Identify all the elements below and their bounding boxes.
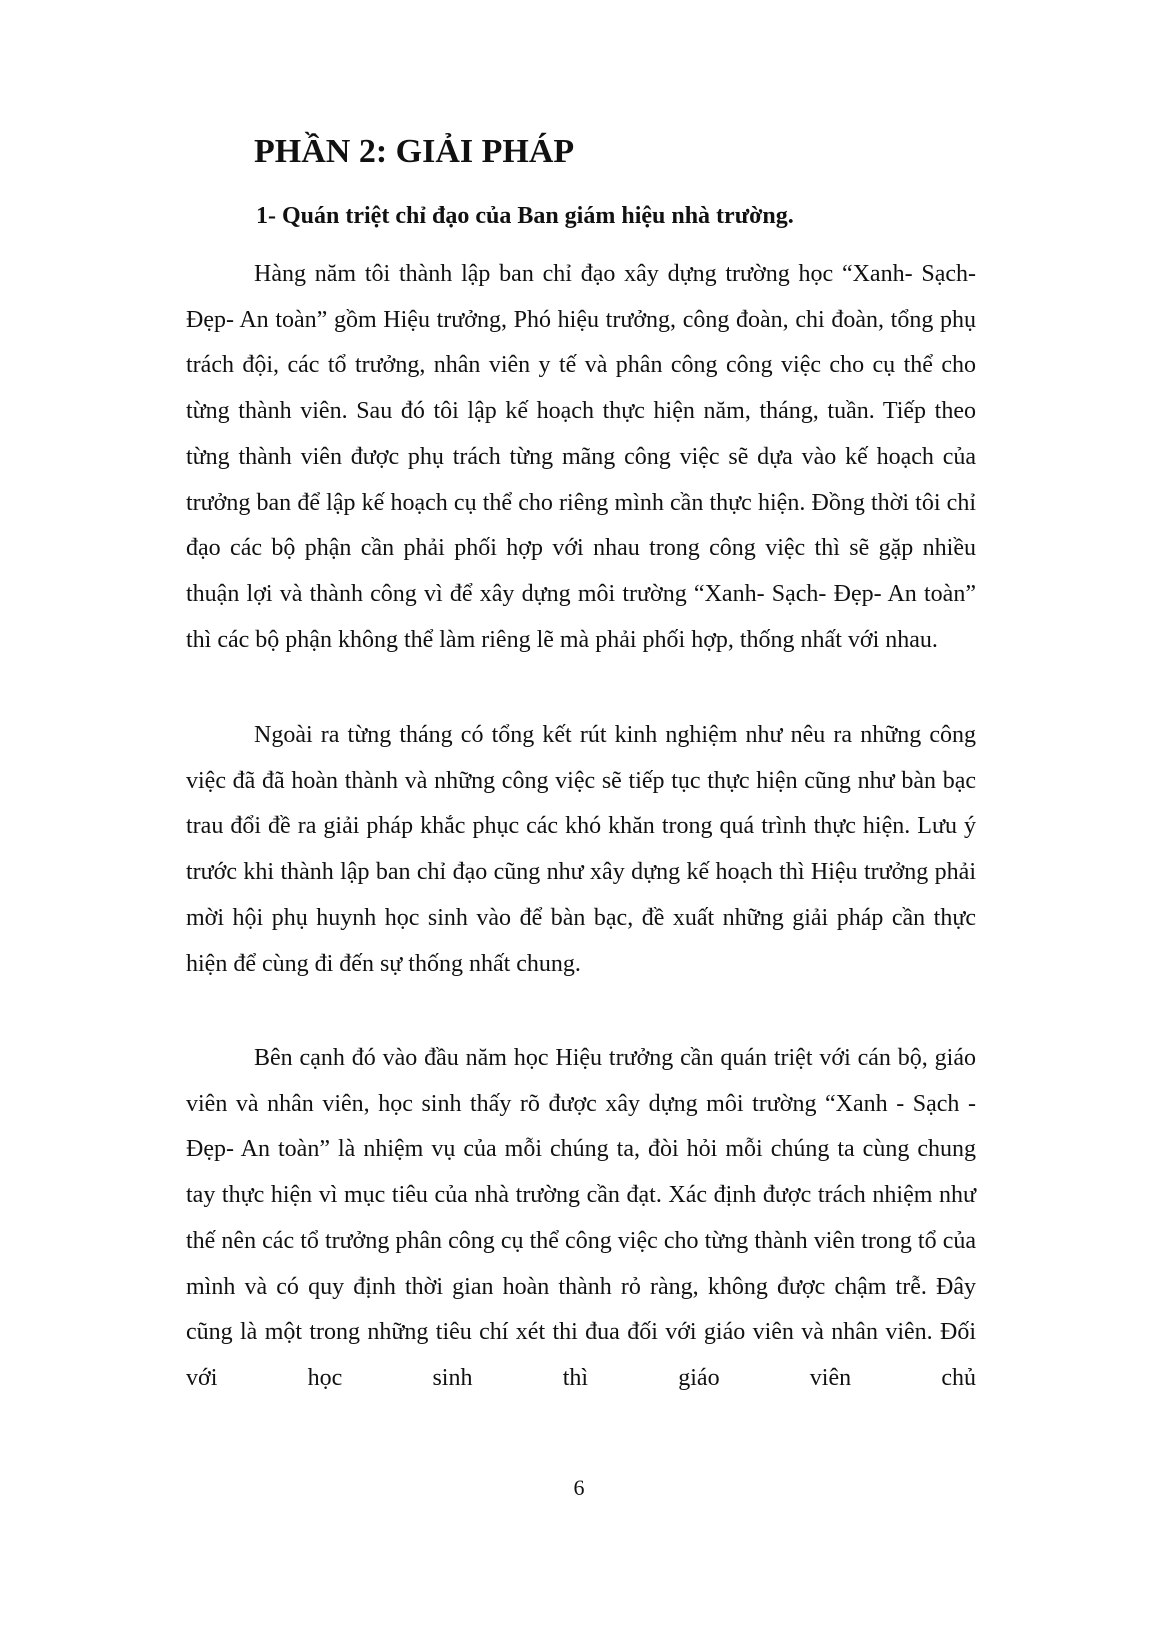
section-heading: 1- Quán triệt chỉ đạo của Ban giám hiệu nhà trường. bbox=[256, 203, 794, 229]
body-paragraph-1: Hàng năm tôi thành lập ban chỉ đạo xây dựng trường học “Xanh- Sạch- Đẹp- An toàn” gồm Hiệu trưởng, Phó hiệu trưởng, công đoàn, chi đoàn, tổng phụ trách đội, các tổ trưởng, nhân viên y tế và phân công công việc cho cụ thể cho từng thành viên. Sau đó tôi lập kế hoạch thực hiện năm, tháng, tuần. Tiếp theo từng thành viên được phụ trách từng mãng công việc sẽ dựa vào kế hoạch của trưởng ban để lập kế hoạch cụ thể cho riêng mình cần thực hiện. Đồng thời tôi chỉ đạo các bộ phận cần phải phối hợp với nhau trong công việc thì sẽ gặp nhiều thuận lợi và thành công vì để xây dựng môi trường “Xanh- Sạch- Đẹp- An toàn” thì các bộ phận không thể làm riêng lẽ mà phải phối hợp, thống nhất với nhau. bbox=[186, 261, 976, 653]
page-title: PHẦN 2: GIẢI PHÁP bbox=[254, 133, 575, 170]
body-paragraph-2: Ngoài ra từng tháng có tổng kết rút kinh nghiệm như nêu ra những công việc đã đã hoàn thành và những công việc sẽ tiếp tục thực hiện cũng như bàn bạc trau đổi đề ra giải pháp khắc phục các khó khăn trong quá trình thực hiện. Lưu ý trước khi thành lập ban chỉ đạo cũng như xây dựng kế hoạch thì Hiệu trưởng phải mời hội phụ huynh học sinh vào để bàn bạc, đề xuất những giải pháp cần thực hiện để cùng đi đến sự thống nhất chung. bbox=[186, 722, 976, 977]
body-paragraph-3: Bên cạnh đó vào đầu năm học Hiệu trưởng cần quán triệt với cán bộ, giáo viên và nhân viên, học sinh thấy rõ được xây dựng môi trường “Xanh - Sạch - Đẹp- An toàn” là nhiệm vụ của mỗi chúng ta, đòi hỏi mỗi chúng ta cùng chung tay thực hiện vì mục tiêu của nhà trường cần đạt. Xác định được trách nhiệm như thế nên các tổ trưởng phân công cụ thể công việc cho từng thành viên trong tổ của mình và có quy định thời gian hoàn thành rỏ ràng, không được chậm trễ. Đây cũng là một trong những tiêu chí xét thi đua đối với giáo viên và nhân viên. Đối với học sinh thì giáo viên chủ bbox=[186, 1045, 976, 1391]
page-number: 6 bbox=[573, 1475, 585, 1500]
